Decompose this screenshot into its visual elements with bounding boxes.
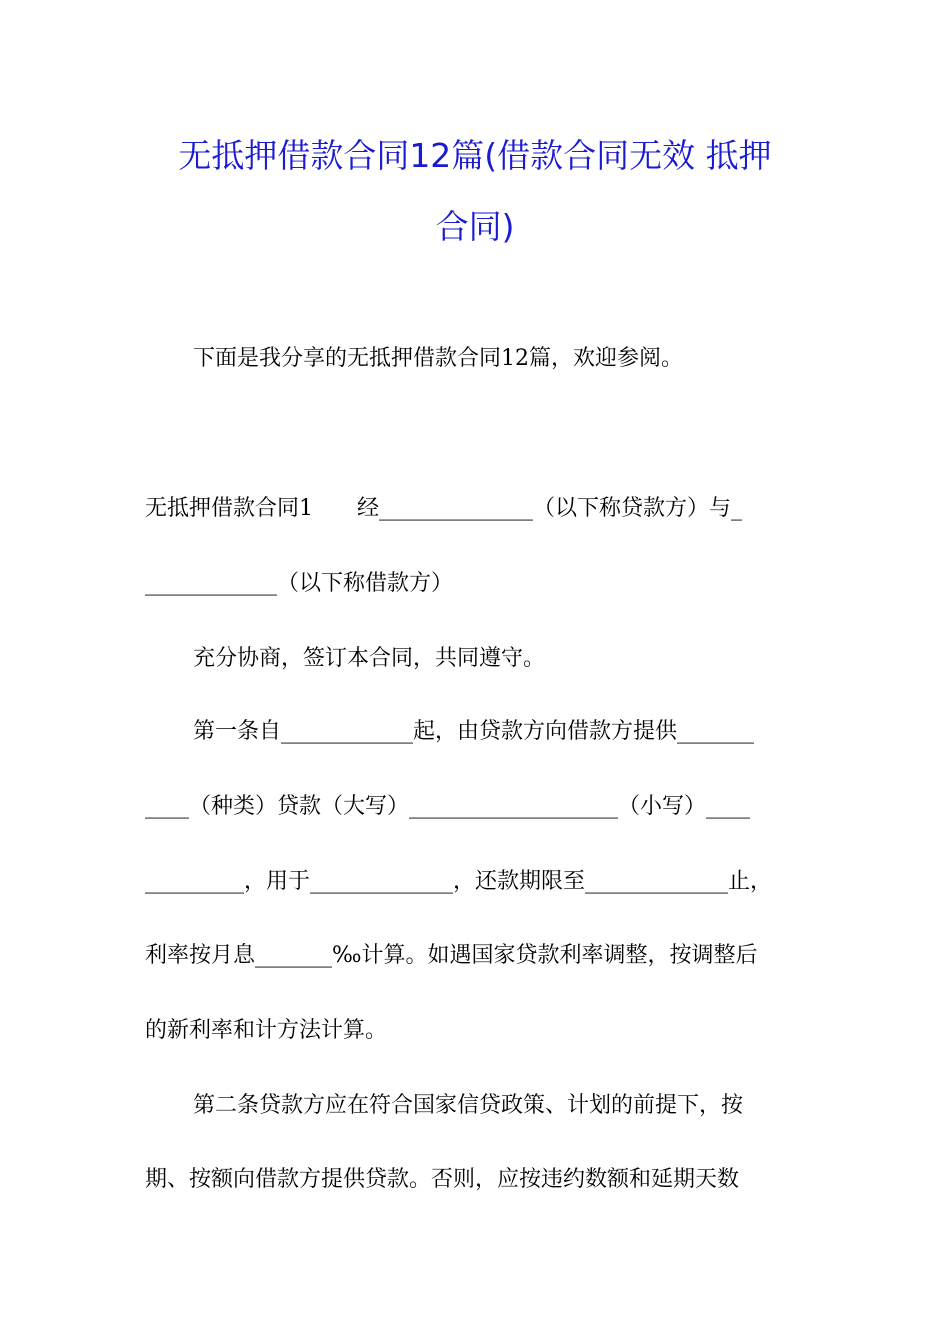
body-line: ____________（以下称借款方） — [145, 571, 454, 596]
body-line: 利率按月息_______‰计算。如遇国家贷款利率调整，按调整后 — [145, 943, 758, 968]
contract-heading-line: 无抵押借款合同1 经______________（以下称贷款方）与_ — [145, 496, 742, 521]
body-line: 期、按额向借款方提供贷款。否则，应按违约数额和延期天数 — [145, 1167, 740, 1192]
document-title-line-1: 无抵押借款合同12篇(借款合同无效 抵押 — [178, 136, 772, 175]
article-2-line: 第二条贷款方应在符合国家信贷政策、计划的前提下，按 — [193, 1093, 744, 1118]
body-line: 充分协商，签订本合同，共同遵守。 — [193, 646, 546, 671]
intro-paragraph: 下面是我分享的无抵押借款合同12篇，欢迎参阅。 — [193, 346, 683, 371]
article-1-line: 第一条自____________起，由贷款方向借款方提供_______ — [193, 719, 755, 744]
document-title-line-2: 合同) — [435, 207, 515, 246]
body-line: 的新利率和计方法计算。 — [145, 1018, 388, 1043]
body-line: ____（种类）贷款（大写）___________________（小写）____ — [145, 794, 751, 819]
body-line: _________，用于_____________，还款期限至_____________止， — [145, 869, 773, 894]
